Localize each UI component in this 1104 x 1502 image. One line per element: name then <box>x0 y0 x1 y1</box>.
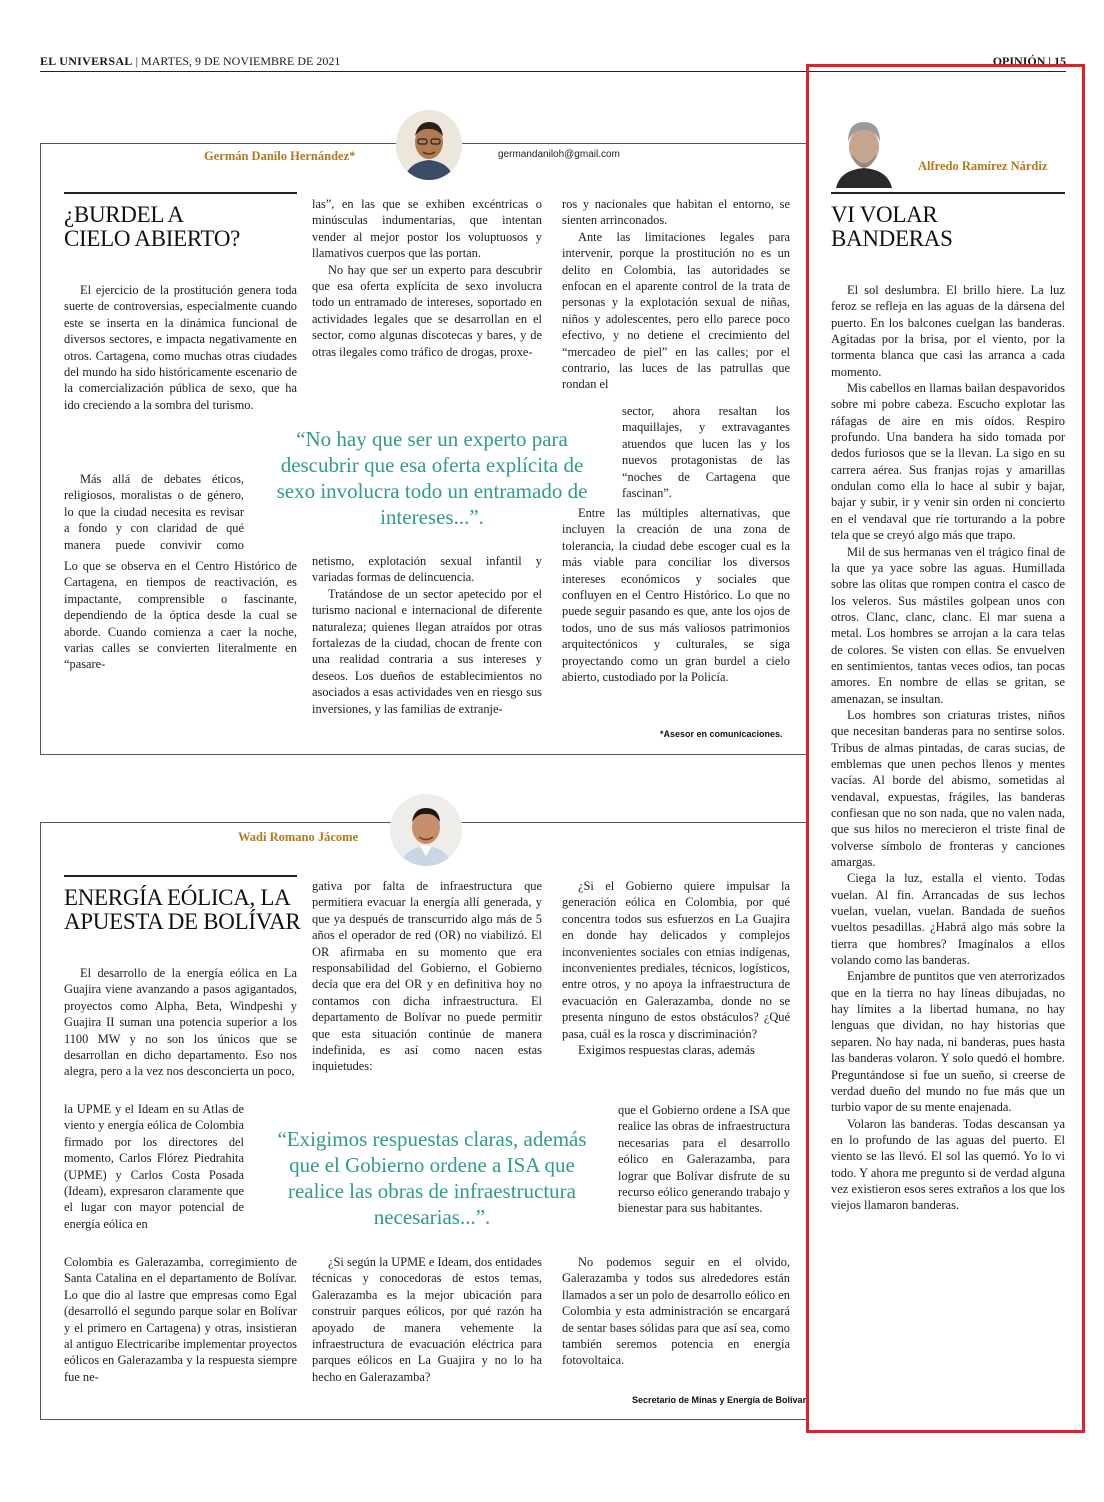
paragraph: que el Gobierno ordene a ISA que realice las obras de infraestructura necesarias para el desarrollo eólico en Galerazamba, para lograr que Bolívar disfrute de su recurso eólico generando trabajo y bienestar para sus habitantes. <box>618 1103 790 1216</box>
article-banderas-body <box>831 282 1065 1214</box>
article-burdel-pullquote: “No hay que ser un experto para descubrir que esa oferta explícita de sexo involucra todo un entramado de intereses...”. <box>276 427 588 529</box>
article-burdel-col3-bottom <box>562 505 790 727</box>
paragraph: las”, en las que se exhiben excéntricas o minúsculas indumentarias, que intentan vender al mejor postor los voluptuosos y llamativos cuerpos que las portan. <box>312 197 542 261</box>
headline-line-2: CIELO ABIERTO? <box>64 226 241 251</box>
article-burdel-col3 <box>562 196 790 404</box>
author-photo-german <box>396 110 462 180</box>
author-photo-wadi <box>390 794 462 866</box>
article-eolica-col1 <box>64 965 297 1099</box>
author-photo-alfredo <box>830 112 898 188</box>
paragraph: Volaron las banderas. Todas descansan ya en lo profundo de las aguas del puerto. El viento se las llevó. El sol las quemó. Yo lo vi todo. Y ahora me pregunto si de verdad alguna vez existieron esos seres extraños a los que los viejos llamaron banderas. <box>831 1116 1065 1213</box>
paragraph: El sol deslumbra. El brillo hiere. La luz feroz se refleja en las aguas de la dársena del puerto. En los balcones cuelgan las banderas. Agitadas por la brisa, por el viento, por la tormenta blanca que casi las arranca a cada momento. <box>831 283 1065 379</box>
headline-line-2: APUESTA DE BOLÍVAR <box>64 909 301 934</box>
headline-line-1: ¿BURDEL A <box>64 202 184 227</box>
article-eolica-headline <box>64 886 300 934</box>
paragraph: Tratándose de un sector apetecido por el turismo nacional e internacional de diferente naturaleza; quienes llegan atraídos por otras fortalezas de la ciudad, chocan de frente con una realidad contraria a sus intereses y deseos. Los dueños de establecimientos no asociados a esas actividades ven en riesgo sus inversiones, y las familias de extranje- <box>312 586 542 716</box>
masthead-left <box>40 54 340 69</box>
article-eolica-pullquote: “Exigimos respuestas claras, además que el Gobierno ordene a ISA que realice las obras de infraestructura necesarias...”. <box>277 1127 587 1229</box>
article-eolica-col1-bottom <box>64 1254 297 1412</box>
article-burdel-col2 <box>312 196 542 406</box>
article-eolica-col2-bottom <box>312 1254 542 1412</box>
paragraph: netismo, explotación sexual infantil y variadas formas de delincuencia. <box>312 554 542 585</box>
paragraph: gativa por falta de infraestructura que permitiera evacuar la energía allí generada, y que ya después de transcurrido algo más de 5 años el operador de red (OR) no viabilizó. El OR afirmaba en su momento que era responsabilidad del Gobierno, el Gobierno decía que era del OR y en definitiva hoy no contamos con dicha infraestructura. El departamento de Bolívar no puede permitir que esta situación continúe de manera indefinida, es así como nacen estas inquietudes: <box>312 879 542 1074</box>
article-burdel-signature: *Asesor en comunicaciones. <box>660 729 783 739</box>
paragraph: Mil de sus hermanas ven el trágico final de la que ya yace sobre las aguas. Humillada sobre las olitas que rompen contra el casco de los veleros. Sus mástiles golpean unos con otros. Clanc, clanc, clanc. El mar suena a metal. Los hombres se arrojan a la cara telas de colores. Se visten con ellas. Se envuelven en sentimientos, tantas veces odios, tan pocas amores. En nombre de ellas se gritan, se amenazan, se insultan. <box>831 544 1065 706</box>
paragraph: ¿Si el Gobierno quiere impulsar la generación eólica en Colombia, por qué concentra todos sus esfuerzos en La Guajira en donde hay delicados y complejos inconvenientes sociales con etnias indígenas, inconvenientes prediales, técnicos, logísticos, entre otros, y no apoya la infraestructura de evacuación en Galerazamba, donde no se presenta ninguno de estos obstáculos? ¿Qué pasa, cuál es la rosca y discriminación? <box>562 879 790 1041</box>
paragraph: Lo que se observa en el Centro Histórico de Cartagena, en tiempos de reactivación, es impactante, comprensible o fascinante, dependiendo de la óptica desde la cual se aborde. Cuando comienza a caer la noche, varias calles se convierten literalmente en “pasare- <box>64 559 297 672</box>
article-eolica-signature: Secretario de Minas y Energía de Bolívar. <box>632 1395 809 1405</box>
article-burdel-col1-bottom <box>64 558 297 748</box>
article-burdel-headline <box>64 203 240 251</box>
article-burdel-col1 <box>64 282 297 448</box>
paragraph: No podemos seguir en el olvido, Galerazamba y todos sus alrededores están llamados a ser un polo de desarrollo eólico en Colombia y esta administración se encargará de sentar bases sólidas para que así sea, como también seremos potencia en energía fotovoltaica. <box>562 1255 790 1368</box>
paragraph: ¿Si según la UPME e Ideam, dos entidades técnicas y conocedoras de estos temas, Galerazamba es la mejor ubicación para construir parques eólicos, por qué razón ha apoyado de manera vehemente la infraestructura de evacuación eléctrica para parques eólicos en La Guajira y no lo ha hecho en Galerazamba? <box>312 1255 542 1384</box>
article-burdel-col2-bottom <box>312 553 542 749</box>
paragraph: Mis cabellos en llamas bailan despavoridos sobre mi pobre cabeza. Escucho explotar las ráfagas de aire en mis oídos. Respiro profundo. Una bandera ha sido tomada por dedos furiosos que se la llevan. La sigo en su carrera aérea. Sus franjas rojas y amarillas ondulan como ella lo hace al subir y bajar, bajar y subir, ir y venir sin orden ni concierto en el vendaval que ríe torturando a la pobre tela que se creyó algo más que trapo. <box>831 381 1065 543</box>
newspaper-brand: EL UNIVERSAL <box>40 54 133 68</box>
paragraph: sector, ahora resaltan los maquillajes, y extravagantes atuendos que lucen las y los nuevos protagonistas de las “noches de Cartagena que fascinan”. <box>622 404 790 501</box>
article-burdel-col1-wrap <box>64 471 244 553</box>
paragraph: Los hombres son criaturas tristes, niños que necesitan banderas para no sentirse solos. Tribus de almas pintadas, de caras sucias, de emblemas que unen pechos llenos y mentes vacías. Al borde del abismo, sometidas al vendaval, expuestas, frágiles, las banderas confiesan que no son nada, que no valen nada, que sus hilos no merecieron el triste final de volverse símbolo de fronteras y canciones amargas. <box>831 707 1065 870</box>
paragraph: Ciega la luz, estalla el viento. Todas vuelan. Al fin. Arrancadas de sus lechos vuelan, vuelan, vuelan. Bandada de sueños vueltos pesadillas. ¿Habrá algo más sobre la tierra que hombres? Imagínalos a ellos volando como las banderas. <box>831 871 1065 968</box>
article-eolica-col3 <box>562 878 790 1096</box>
issue-date: | MARTES, 9 DE NOVIEMBRE DE 2021 <box>135 54 341 68</box>
paragraph: la UPME y el Ideam en su Atlas de viento y energía eólica de Colombia firmado por los directores del momento, Carlos Flórez Piedrahita (UPME) y Carlos Costa Posada (Ideam), expresaron claramente que el lugar con mayor potencial de energía eólica en <box>64 1102 244 1231</box>
article-banderas-headline <box>831 203 953 251</box>
article-eolica-col3-wrap <box>618 1102 790 1252</box>
headline-line-1: VI VOLAR <box>831 202 938 227</box>
section-label: OPINIÓN | 15 <box>992 54 1066 68</box>
paragraph: El ejercicio de la prostitución genera toda suerte de controversias, especialmente cuando este se inserta en la dinámica funcional de diversos sectores, e impacta negativamente en otros. Cartagena, como muchas otras ciudades del mundo ha sido históricamente escenario de la comercialización pública de sexo, que ha ido creciendo a la sombra del turismo. <box>64 283 297 412</box>
article-eolica-author: Wadi Romano Jácome <box>238 830 359 844</box>
headline-line-1: ENERGÍA EÓLICA, LA <box>64 885 291 910</box>
article-banderas-author: Alfredo Ramírez Nárdiz <box>918 159 1048 173</box>
paragraph: Exigimos respuestas claras, además <box>578 1043 755 1058</box>
article-burdel-author: Germán Danilo Hernández* <box>204 149 356 163</box>
paragraph: No hay que ser un experto para descubrir que esa oferta explícita de sexo involucra todo un entramado de intereses, soportado en actividades legales que se desarrollan en el sector, como algunas discotecas y bares, y de otras ilegales como tráfico de drogas, proxe- <box>312 262 542 359</box>
paragraph: Más allá de debates éticos, religiosos, moralistas o de género, lo que la ciudad necesita es revisar a fondo y con claridad de qué manera puede convivir como <box>64 472 244 552</box>
paragraph: Colombia es Galerazamba, corregimiento de Santa Catalina en el departamento de Bolívar. Lo que dio al lastre que empresas como Egal (desarrolló el segundo parque solar en Bolívar y el primero en Cartagena) y otras, insistieran al antiguo Electricaribe implementar proyectos eólicos en Galerazamba y la respuesta siempre fue ne- <box>64 1255 297 1384</box>
author-email[interactable]: germandaniloh@gmail.com <box>498 149 620 160</box>
portrait-icon <box>830 112 898 188</box>
headline-rule <box>64 192 297 194</box>
headline-rule <box>831 192 1065 194</box>
article-burdel-col3-wrap <box>622 403 790 503</box>
paragraph: Enjambre de puntitos que ven aterrorizados que en la tierra no hay líneas dibujadas, no hay límites a la libertad humana, no hay lenguas que dividan, no hay historias que separen. No hay nada, ni banderas, pues hasta las banderas volaron. Y solo quedó el hombre. Preguntándose si fue un sueño, si creerse de verdad dueño del mundo no fue más que un turbio vapor de su mente enajenada. <box>831 969 1065 1115</box>
paragraph: Ante las limitaciones legales para intervenir, porque la prostitución no es un delito en Colombia, las autoridades se enfocan en el aparente control de la trata de personas y la explotación sexual de niñas, niños y adolescentes, pero ello parece poco efectivo, y no detiene el crecimiento del “mercadeo de piel” en las calles; por el contrario, las luces de las patrullas que rondan el <box>562 229 790 392</box>
portrait-icon <box>390 794 462 866</box>
headline-line-2: BANDERAS <box>831 226 953 251</box>
portrait-icon <box>396 110 462 180</box>
paragraph: ros y nacionales que habitan el entorno, se sienten arrinconados. <box>562 197 790 228</box>
article-eolica-col3-bottom <box>562 1254 790 1390</box>
headline-rule <box>64 875 297 877</box>
paragraph: Entre las múltiples alternativas, que incluyen la creación de una zona de tolerancia, la ciudad debe escoger cual es la más viable para conciliar los diversos intereses económicos y sociales que confluyen en el Centro Histórico. Lo que no puede seguir pasando es que, ante los ojos de todos, uno de sus más valiosos patrimonios arquitectónicos y culturales, se siga proyectando como un gran burdel a cielo abierto, custodiado por la Policía. <box>562 506 790 685</box>
article-eolica-col2 <box>312 878 542 1100</box>
paragraph: El desarrollo de la energía eólica en La Guajira viene avanzando a pasos agigantados, proyectos como Alpha, Beta, Windpeshi y Guajira II suman una potencia superior a los 1100 MW y no son los únicos que se desarrollan en dicho departamento. Eso nos alegra, pero a la vez nos desconcierta un poco, <box>64 966 297 1079</box>
article-eolica-col1-wrap <box>64 1101 244 1253</box>
